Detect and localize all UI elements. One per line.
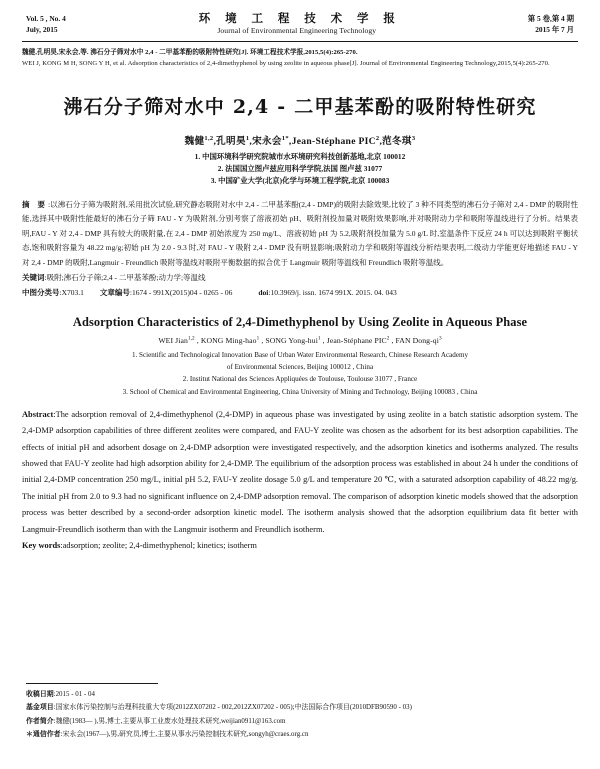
clc-value: :X703.1 [59,288,84,298]
affiliation-en-3: 3. School of Chemical and Environmental Engineering, China University of Mining and Technology, Beijing 100083 , China [122,387,478,396]
masthead [22,10,578,38]
citation-en: WEI J, KONG M H, SONG Y H, et al. Adsorption characteristics of 2,4-dimethyphenol by using zeolite in aqueous phase[J]. Journal of Environmental Engineering Technology,2015,5(4):265-270. [22,60,550,68]
funding-label: 基金项目 [26,704,54,712]
corresponding-author-value: :宋永会(1967—),男,研究员,博士,主要从事水污染控制技术研究,songyh@craes.org.cn [60,730,309,738]
keywords-cn-label: 关键词 [22,273,45,282]
keywords-cn [22,271,578,285]
author-bio-line [26,715,578,728]
article-number-label: 文章编号 [99,288,130,298]
received-date-value: :2015 - 01 - 04 [53,691,95,698]
footnote-divider [26,683,158,684]
journal-title-block [66,12,528,37]
keywords-en-text: :adsorption; zeolite; 2,4-dimethyphenol; kinetics; isotherm [60,540,257,550]
corresponding-author-line [26,728,578,741]
affiliation-list-en [22,349,578,398]
abstract-en-text: :The adsorption removal of 2,4-dimethyphenol (2,4-DMP) in aqueous phase was investigated by using zeolite in a batch statistic adsorption system. The 2,4-DMP adsorption capabilities of three different zeolites were compared, and FAU-Y zeolite was chosen as the adsorbent for its best adsorption capabilities. The effects of initial pH and adsorbent dosage on 2,4-DMP adsorption were investigated respectively, and the adsorption kinetics and isotherms analyzed. The results showed that FAU-Y zeolite had high adsorption ability for 2,4-DMP. The equilibrium of the adsorption process was established in about 24 h under the conditions of initial 2,4-DMP concentration 250 mg/L, initial pH 5.2, FAU-Y zeolite dosage 5.0 g/L and temperature 20 ℃, with a saturated adsorption capability of 48.22 mg/g. The initial pH from 2.0 to 9.3 had no significant influence on 2,4-DMP adsorption removal. The comparison of adsorption kinetic models showed that the adsorption process was better described by a second-order adsorption kinetic model. The isotherm analysis showed that the adsorption equilibrium data fit better with Langmuir-Freundlich isotherm than with the Langmuir isotherm and Freundlich isotherm. [22,409,578,534]
masthead-divider [22,41,578,42]
identifier-row [22,286,578,301]
author-list-cn: 魏健$^{1,2}$,孔明昊$^1$,宋永会$^{1*}$,Jean-Stéphane PIC$^2$,范冬琪$^3$ [184,134,416,148]
issue-date-cn: 2015 年 7 月 [535,25,574,35]
article-number-value: :1674 - 991X(2015)04 - 0265 - 06 [129,288,233,298]
abstract-cn [22,198,578,270]
funding-line [26,701,578,714]
affiliation-en-1-cont: of Environmental Sciences, Beijing 100012 , China [226,363,374,372]
corresponding-marker: ＊ [26,730,33,738]
received-date-line [26,688,578,701]
affiliation-cn-1: 1. 中国环境科学研究院城市水环境研究科技创新基地,北京 100012 [194,152,406,162]
author-list-en: WEI Jian$^{1,2}$ , KONG Ming-hao$^1$ , SONG Yong-hui$^1$ , Jean-Stéphane PIC$^2$ , FAN Dong-$qi^3$ [158,335,442,346]
volume-number-cn: 第 5 卷,第 4 期 [527,14,574,23]
affiliation-en-2: 2. Institut National des Sciences Appliquées de Toulouse, Toulouse 31077 , France [182,375,418,384]
footnote-block [26,683,578,741]
affiliation-cn-3: 3. 中国矿业大学(北京)化学与环境工程学院,北京 100083 [210,176,390,186]
journal-title-en: Journal of Environmental Engineering Technology [217,26,377,36]
clc-label: 中图分类号 [22,288,60,298]
citation-block [22,47,578,70]
doi-label: doi [258,288,269,298]
funding-value: :国家水体污染控制与治理科技重大专项(2012ZX07202 - 002,2012ZX07202 - 005);中法国际合作项目(2010DFB90590 - 03) [53,704,412,712]
article-title-cn: 沸石分子筛对水中 2,4 - 二甲基苯酚的吸附特性研究 [63,96,537,119]
volume-number-en: Vol. 5 , No. 4 [26,14,66,23]
doi-value: :10.3969/j. issn. 1674 991X. 2015. 04. 043 [268,288,397,298]
abstract-en [22,407,578,538]
received-date-label: 收稿日期 [26,691,54,698]
abstract-en-label: Abstract [22,409,54,419]
author-bio-label: 作者简介 [26,717,54,725]
affiliation-en-1: 1. Scientific and Technological Innovation Base of Urban Water Environmental Research, Chinese Research Academy [131,351,469,360]
issue-info-cn [528,12,574,36]
volume-info [26,12,66,36]
citation-cn: 魏健,孔明昊,宋永会,等. 沸石分子筛对水中 2,4 - 二甲基苯酚的吸附特性研究[J]. 环境工程技术学报,2015,5(4):265-270. [22,48,358,56]
journal-title-cn: 环 境 工 程 技 术 学 报 [198,13,401,25]
article-title-en: Adsorption Characteristics of 2,4-Dimethyphenol by Using Zeolite in Aqueous Phase [72,315,528,330]
author-bio-value: :魏健(1983— ),男,博士,主要从事工业废水处理技术研究,weijian0911@163.com [53,717,286,725]
issue-date-en: July, 2015 [26,25,58,35]
abstract-cn-label: 摘 要 [22,200,49,210]
affiliation-cn-2: 2. 法国国立图卢兹应用科学学院,法国 图卢兹 31077 [217,164,383,174]
affiliation-list-cn [22,151,578,187]
corresponding-author-label: 通信作者 [32,730,61,738]
keywords-en-label: Key words [22,540,61,550]
abstract-cn-text: :以沸石分子筛为吸附剂,采用批次试验,研究静态吸附对水中 2,4 - 二甲基苯酚(2,4 - DMP)的吸附去除效果,比较了 3 种不同类型的沸石分子筛对 2,4 - DMP 的吸附性能,选择其中吸附性能最好的沸石分子筛 FAU - Y 为吸附剂,分别考察了溶液初始 pH、吸附剂投加量对吸附效果影响,并对吸附动力学和吸附等温线进行了分析。结果表明,FAU - Y 对 2,4 - DMP 具有较大的吸附量,在 2,4 - DMP 初始浓度为 250 mg/L、溶液初始 pH 为 5.2,吸附剂投加量为 5.0 g/L 时,室温条件下反应 24 h 可以达到吸附平衡状态,饱和吸附容量为 48.22 mg/g;初始 pH 为 2.0 - 9.3 时,对 FAU - Y 吸附 2,4 - DMP 没有明显影响;吸附动力学和吸附等温线分析结果表明,二级动力学能更好地描述 FAU - Y 对 2,4 - DMP 的吸附,Langmuir - Freundlich 吸附等温线对吸附平衡数据的拟合优于 Langmuir 吸附等温线和 Freundlich 吸附等温线。 [22,200,578,267]
keywords-en [22,538,578,554]
keywords-cn-text: :吸附;沸石分子筛;2,4 - 二甲基苯酚;动力学;等温线 [44,273,206,282]
